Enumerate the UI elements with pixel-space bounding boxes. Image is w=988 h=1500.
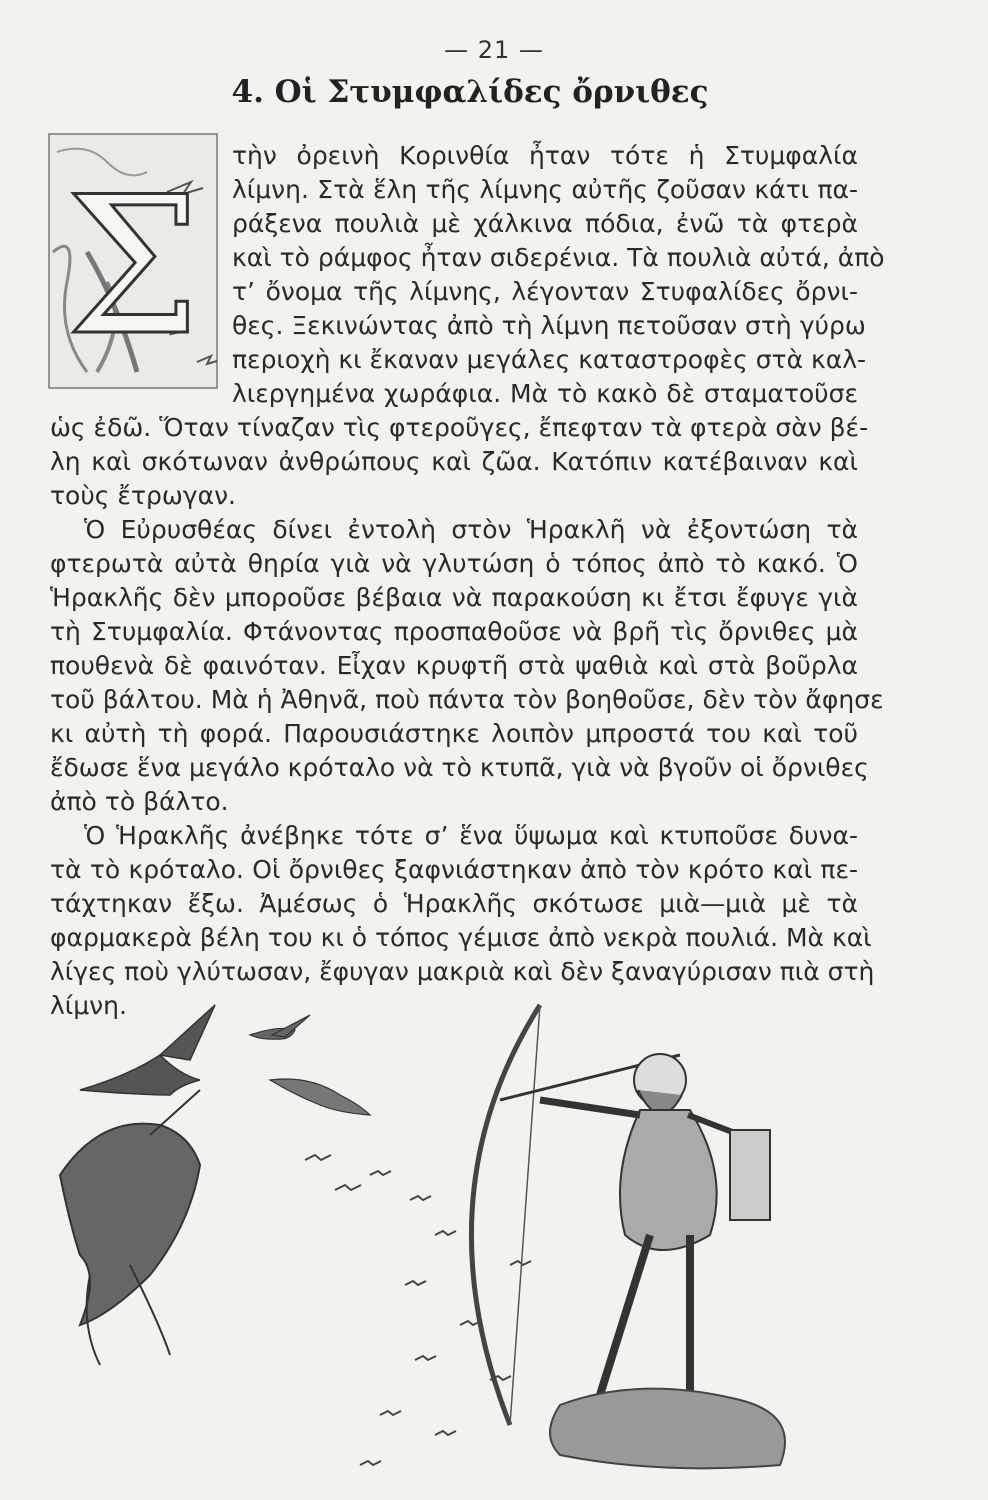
body-text-line: Ὁ Εὐρυσθέας δίνει ἐντολὴ στὸν Ἡρακλῆ νὰ ἐξοντώση τὰ xyxy=(84,515,858,544)
body-text-line: τὴ Στυμφαλία. Φτάνοντας προσπαθοῦσε νὰ βρῆ τὶς ὄρνιθες μὰ xyxy=(50,617,858,646)
heracles-figure xyxy=(540,1054,770,1395)
body-text-line: Ἡρακλῆς δὲν μποροῦσε βέβαια νὰ παρακούση κι ἔτσι ἔφυγε γιὰ xyxy=(50,583,858,612)
body-text-line: τοῦ βάλτου. Μὰ ἡ Ἀθηνᾶ, ποὺ πάντα τὸν βοηθοῦσε, δὲν τὸν ἄφησε xyxy=(50,685,884,714)
body-text-line: θες. Ξεκινώντας ἀπὸ τὴ λίμνη πετοῦσαν στὴ γύρω xyxy=(232,311,866,340)
body-text-line: ὡς ἐδῶ. Ὅταν τίναζαν τὶς φτεροῦγες, ἔπεφταν τὰ φτερὰ σὰν βέ- xyxy=(50,413,869,442)
body-text-line: λίμνη. Στὰ ἕλη τῆς λίμνης αὐτῆς ζοῦσαν κάτι πα- xyxy=(232,175,858,204)
body-text-line: ἔδωσε ἕνα μεγάλο κρόταλο νὰ τὸ κτυπᾶ, γιὰ νὰ βγοῦν οἱ ὄρνιθες xyxy=(50,753,869,782)
body-text-line: καὶ τὸ ράμφος ἦταν σιδερένια. Τὰ πουλιὰ αὐτά, ἀπὸ xyxy=(232,243,885,272)
rock-outcrop xyxy=(550,1389,785,1469)
body-text-line: ράξενα πουλιὰ μὲ χάλκινα πόδια, ἐνῶ τὰ φτερὰ xyxy=(232,209,858,238)
body-text-line: λη καὶ σκότωναν ἀνθρώπους καὶ ζῶα. Κατόπιν κατέβαιναν καὶ xyxy=(50,447,858,476)
bird-icon xyxy=(80,1005,215,1095)
body-text-line: Ὁ Ἡρακλῆς ἀνέβηκε τότε σ’ ἕνα ὕψωμα καὶ κτυποῦσε δυνα- xyxy=(84,821,858,850)
body-text-line: τοὺς ἔτρωγαν. xyxy=(50,481,236,510)
bird-icon xyxy=(250,1015,310,1039)
page-number: — 21 — xyxy=(444,36,544,64)
body-text-line: τὴν ὀρεινὴ Κορινθία ἦταν τότε ἡ Στυμφαλία xyxy=(232,141,858,170)
drop-cap-illustration xyxy=(47,132,219,390)
wounded-bird-icon xyxy=(60,1090,200,1365)
heracles-archer-illustration xyxy=(40,995,940,1475)
bow xyxy=(471,1005,540,1425)
drop-cap-letter: Σ xyxy=(65,156,201,377)
body-text-line: φτερωτὰ αὐτὰ θηρία γιὰ νὰ γλυτώση ὁ τόπος ἀπὸ τὸ κακό. Ὁ xyxy=(50,549,858,578)
body-text-line: πουθενὰ δὲ φαινόταν. Εἶχαν κρυφτῆ στὰ ψαθιὰ καὶ στὰ βοῦρλα xyxy=(50,651,858,680)
body-text-line: λίμνη. xyxy=(50,991,127,1020)
bird-icon xyxy=(270,1079,370,1115)
distant-birds xyxy=(305,1155,531,1465)
body-text-line: λίγες ποὺ γλύτωσαν, ἔφυγαν μακριὰ καὶ δὲν ξαναγύρισαν πιὰ στὴ xyxy=(50,957,875,986)
body-text-line: περιοχὴ κι ἔκαναν μεγάλες καταστροφὲς στὰ καλ- xyxy=(232,345,867,374)
body-text-line: φαρμακερὰ βέλη του κι ὁ τόπος γέμισε ἀπὸ νεκρὰ πουλιά. Μὰ καὶ xyxy=(50,923,872,952)
body-text-line: τὰ τὸ κρόταλο. Οἱ ὄρνιθες ξαφνιάστηκαν ἀπὸ τὸν κρότο καὶ πε- xyxy=(50,855,858,884)
chapter-title: 4. Οἱ Στυμφαλίδες ὄρνιθες xyxy=(231,74,709,110)
body-text-line: κι αὐτὴ τὴ φορά. Παρουσιάστηκε λοιπὸν μπροστά του καὶ τοῦ xyxy=(50,719,858,748)
body-text-line: τάχτηκαν ἔξω. Ἀμέσως ὁ Ἡρακλῆς σκότωσε μιὰ—μιὰ μὲ τὰ xyxy=(50,889,858,918)
body-text-line: ἀπὸ τὸ βάλτο. xyxy=(50,787,229,816)
body-text-line: λιεργημένα χωράφια. Μὰ τὸ κακὸ δὲ σταματοῦσε xyxy=(232,379,858,408)
body-text-line: τ’ ὄνομα τῆς λίμνης, λέγονταν Στυφαλίδες ὄρνι- xyxy=(232,277,858,306)
